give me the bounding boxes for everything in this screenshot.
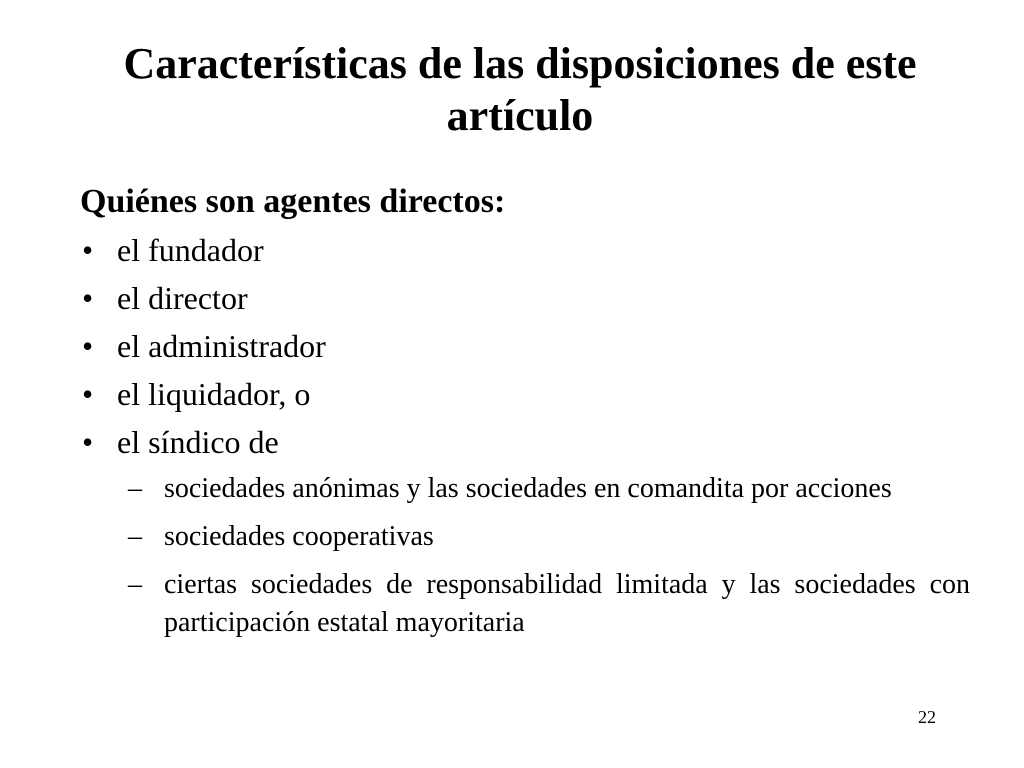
list-item-text: el liquidador, o	[117, 376, 311, 412]
dash-icon: –	[128, 521, 142, 552]
list-item-text: el director	[117, 280, 248, 316]
sub-list-item	[80, 566, 970, 642]
dash-icon: –	[128, 569, 142, 600]
list-item	[80, 226, 970, 274]
dash-icon: –	[128, 473, 142, 504]
list-item	[80, 322, 970, 370]
agent-list	[80, 226, 970, 466]
bullet-icon: •	[82, 424, 94, 460]
sub-list-item	[80, 470, 970, 508]
bullet-icon: •	[82, 376, 94, 412]
sub-list-item-text: ciertas sociedades de responsabilidad limitada y las sociedades con participación estatal mayoritaria	[164, 569, 970, 638]
list-item	[80, 418, 970, 466]
sub-list-item-text: sociedades cooperativas	[164, 521, 434, 552]
slide-title: Características de las disposiciones de este artículo	[123, 39, 917, 140]
bullet-icon: •	[82, 232, 94, 268]
slide-content	[80, 178, 970, 652]
list-item-text: el fundador	[117, 232, 264, 268]
sub-list-item	[80, 518, 970, 556]
bullet-icon: •	[82, 328, 94, 364]
sub-list	[80, 470, 970, 642]
list-item-text: el administrador	[117, 328, 326, 364]
bullet-icon: •	[82, 280, 94, 316]
list-item-text: el síndico de	[117, 424, 279, 460]
sub-list-item-text: sociedades anónimas y las sociedades en comandita por acciones	[164, 473, 892, 504]
page-number: 22	[918, 707, 936, 727]
list-item	[80, 370, 970, 418]
list-item	[80, 274, 970, 322]
section-heading: Quiénes son agentes directos:	[80, 183, 506, 220]
